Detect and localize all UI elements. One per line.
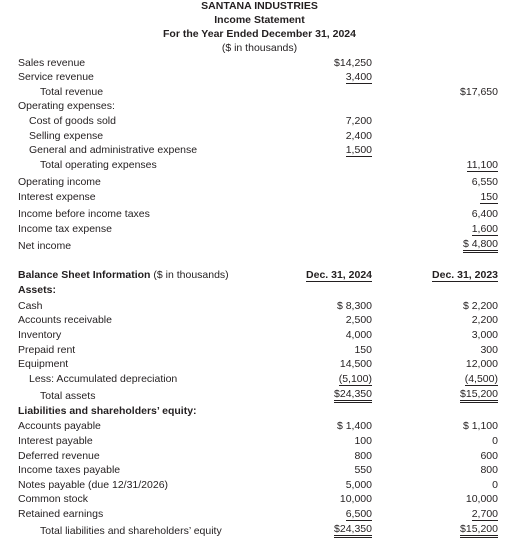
bs-row-label: Accounts payable [18, 420, 101, 432]
assets-heading: Assets: [18, 284, 56, 296]
bs-row-label: Equipment [18, 358, 69, 370]
bs-value-2023: 2,700 [471, 508, 498, 520]
bs-value-2023: 2,200 [471, 314, 498, 326]
bs-value-2023: 600 [480, 450, 498, 462]
bs-value-2024: 4,000 [345, 329, 372, 341]
bs-value-2023: 0 [492, 479, 498, 491]
is-row-total: 1,600 [471, 223, 498, 235]
bs-row-label: Income taxes payable [18, 464, 121, 476]
bs-value-2023: 12,000 [465, 358, 498, 370]
bs-value-2024: 2,500 [345, 314, 372, 326]
bs-row-label: Interest payable [18, 435, 93, 447]
bs-value-2024: $ 8,300 [336, 300, 372, 312]
is-row-value: 1,500 [345, 144, 372, 156]
bs-value-2024: (5,100) [338, 373, 372, 385]
net-income-label: Net income [18, 240, 72, 252]
is-row-value: 3,400 [345, 71, 372, 83]
bs-row-label: Accounts receivable [18, 314, 112, 326]
is-row-label: Interest expense [18, 191, 96, 203]
total-liabilities-equity-2023: $15,200 [460, 523, 498, 538]
is-row-value: 2,400 [345, 130, 372, 142]
bs-value-2024: 550 [354, 464, 372, 476]
bs-value-2023: (4,500) [464, 373, 498, 385]
total-assets-2024: $24,350 [334, 388, 372, 403]
balance-sheet-title-text: Balance Sheet Information [18, 269, 151, 281]
bs-value-2024: 150 [354, 344, 372, 356]
net-income-value: $ 4,800 [463, 238, 498, 253]
is-row-value: $14,250 [334, 57, 372, 69]
is-row-label: Total operating expenses [40, 159, 157, 171]
column-header-2023: Dec. 31, 2023 [432, 269, 498, 281]
is-row-total: 6,400 [471, 208, 498, 220]
is-row-label: General and administrative expense [29, 144, 198, 156]
bs-row-label: Less: Accumulated depreciation [29, 373, 178, 385]
is-row-label: Total revenue [40, 86, 104, 98]
bs-value-2023: $ 1,100 [462, 420, 498, 432]
statement-period: For the Year Ended December 31, 2024 [163, 28, 356, 40]
balance-sheet-units: ($ in thousands) [153, 269, 229, 281]
company-name: SANTANA INDUSTRIES [201, 0, 318, 12]
bs-value-2023: 800 [480, 464, 498, 476]
bs-value-2023: 300 [480, 344, 498, 356]
bs-value-2024: 5,000 [345, 479, 372, 491]
is-row-label: Operating income [18, 176, 101, 188]
is-row-value: 7,200 [345, 115, 372, 127]
balance-sheet-title [18, 269, 229, 281]
bs-row-label: Deferred revenue [18, 450, 100, 462]
bs-row-label: Inventory [18, 329, 62, 341]
bs-value-2024: 6,500 [345, 508, 372, 520]
total-liabilities-equity-2024: $24,350 [334, 523, 372, 538]
bs-value-2024: $ 1,400 [336, 420, 372, 432]
bs-row-label: Notes payable (due 12/31/2026) [18, 479, 169, 491]
bs-value-2023: $ 2,200 [462, 300, 498, 312]
bs-value-2024: 10,000 [339, 493, 372, 505]
is-row-label: Income before income taxes [18, 208, 150, 220]
bs-value-2023: 0 [492, 435, 498, 447]
bs-value-2023: 10,000 [465, 493, 498, 505]
is-row-label: Selling expense [29, 130, 104, 142]
bs-value-2024: 100 [354, 435, 372, 447]
statement-title: Income Statement [214, 14, 305, 26]
bs-row-label: Common stock [18, 493, 89, 505]
is-row-total: 6,550 [471, 176, 498, 188]
is-row-label: Cost of goods sold [29, 115, 116, 127]
is-row-label: Sales revenue [18, 57, 86, 69]
liabilities-heading: Liabilities and shareholders’ equity: [18, 405, 197, 417]
total-liabilities-equity-label: Total liabilities and shareholders’ equity [40, 525, 222, 537]
total-assets-label: Total assets [40, 390, 96, 402]
bs-value-2024: 800 [354, 450, 372, 462]
is-section-label: Operating expenses: [18, 100, 115, 112]
total-assets-2023: $15,200 [460, 388, 498, 403]
is-row-total: $17,650 [460, 86, 498, 98]
is-row-total: 150 [480, 191, 498, 203]
is-row-label: Service revenue [18, 71, 94, 83]
bs-row-label: Cash [18, 300, 43, 312]
statement-units: ($ in thousands) [221, 42, 298, 54]
bs-row-label: Prepaid rent [18, 344, 76, 356]
is-row-total: 11,100 [466, 159, 498, 171]
column-header-2024: Dec. 31, 2024 [306, 269, 372, 281]
bs-value-2024: 14,500 [339, 358, 372, 370]
is-row-label: Income tax expense [18, 223, 112, 235]
bs-value-2023: 3,000 [471, 329, 498, 341]
bs-row-label: Retained earnings [18, 508, 104, 520]
